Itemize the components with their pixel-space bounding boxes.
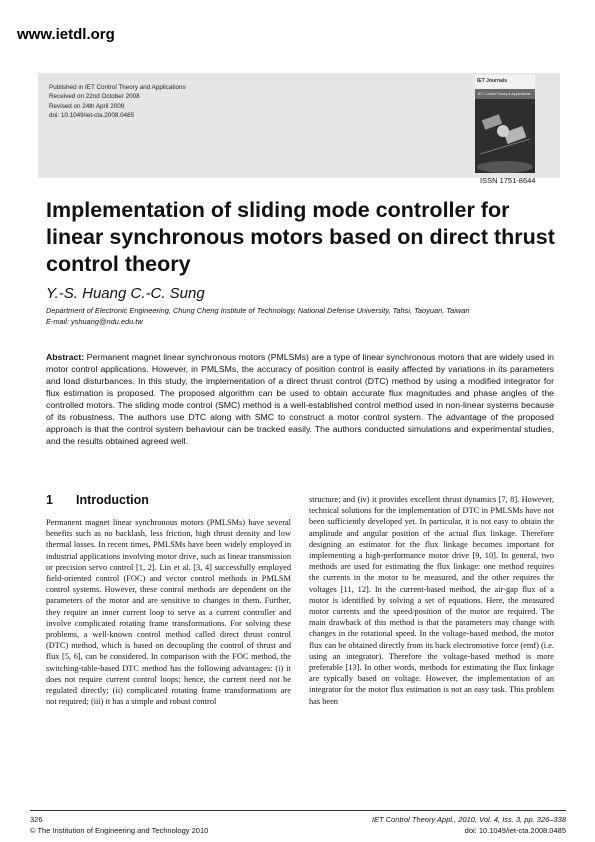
footer-left — [30, 814, 208, 836]
cover-brand: IET Journals — [477, 78, 508, 84]
abstract-label: Abstract: — [46, 352, 85, 362]
section-heading — [46, 493, 149, 507]
abstract — [46, 351, 554, 447]
journal-reference: IET Control Theory Appl., 2010, Vol. 4, Iss. 3, pp. 326–338 — [371, 815, 566, 824]
publication-doi: doi: 10.1049/iet-cta.2008.0485 — [49, 111, 135, 119]
footer-right — [372, 814, 566, 836]
section-number: 1 — [46, 493, 53, 507]
cover-band: IET Control Theory & Applications — [475, 89, 535, 99]
satellite-illustration — [475, 99, 535, 173]
affiliation: Department of Electronic Engineering, Chung Cheng Institute of Technology, National Defense University, Tahsi, Taoyuan, Taiwan — [46, 306, 470, 315]
site-url[interactable]: www.ietdl.org — [17, 26, 115, 43]
body-text-right-column: structure; and (iv) it provides excellent thrust dynamics [7, 8]. However, technical solutions for the implementation of DTC in PMLSMs have not been sufficiently developed yet. In particular, it is not easy to obtain the amplitude and angular position of the actual flux linkage. Therefore designing an estimator for the flux linkage becomes important for implementing a high-performance motor drive [9, 10]. In general, two methods are used for estimating the flux linkage: one method requires the currents in the motor to be measured, and the other requires the voltages [11, 12]. In the current-based method, the air-gap flux of a motor is identified by solving a set of equations. Here, the measured motor currents and the speed/position of the motor are required. The main drawback of this method is that the parameters may change with changes in the rotational speed. In the voltage-based method, the motor flux can be obtained directly from its back electromotive force (emf) (i.e. using an integrator). Therefore the voltage-based method is more preferable [13]. In other words, methods for estimating the flux linkage are typically based on voltage. However, the implementation of an integrator for the motor flux estimation is not an easy task. This problem has been — [309, 495, 554, 706]
publication-journal-line: Published in IET Control Theory and Applications — [49, 84, 186, 91]
body-text-left-column: Permanent magnet linear synchronous motors (PMLSMs) have several benefits such as no backlash, less friction, high thrust density and low thermal losses. In recent times, PMLSMs have been widely employed in industrial applications involving motor drive, such as linear transmission or precision servo control [1, 2]. Lin et al. [3, 4] successfully employed field-oriented control (FOC) and vector control methods in PMLSM control systems. However, these control methods are dependent on the parameters of the motor and are sensitive to changes in them. Further, they require an inner current loop to serve as a current controller and involve complicated rotating frame transformations. For solving these problems, a well-known control method called direct thrust control (DTC) method, which is based on decoupling the control of thrust and flux [5, 6], can be considered. In comparison with the FOC method, the switching-table-based DTC method has the following advantages: (i) it does not require current control loops; hence, the current need not be regulated directly; (ii) complicated rotating frame transformations are not required; (iii) it has a simple and robust control — [46, 518, 291, 707]
publication-info — [49, 83, 186, 120]
received-date: Received on 22nd October 2008 — [49, 93, 140, 101]
article-title: Implementation of sliding mode controller for linear synchronous motors based on direct thrust control theory — [46, 198, 555, 276]
section-title: Introduction — [76, 493, 149, 507]
issn: ISSN 1751-8644 — [480, 176, 536, 185]
footer-doi[interactable]: doi: 10.1049/iet-cta.2008.0485 — [464, 826, 566, 835]
copyright: © The Institution of Engineering and Technology 2010 — [30, 826, 209, 835]
footer-divider — [30, 810, 566, 811]
affiliation-block — [46, 306, 556, 327]
authors: Y.-S. Huang C.-C. Sung — [46, 285, 205, 302]
author-email[interactable]: E-mail: yshuang@ndu.edu.tw — [46, 316, 143, 326]
journal-cover-image — [475, 75, 535, 173]
page-number: 326 — [30, 815, 43, 824]
abstract-text: Permanent magnet linear synchronous motors (PMLSMs) are a type of linear synchronous motors that are widely used in motor control applications. However, in PMLSMs, the accuracy of position control is easily affected by variations in its parameters and load disturbances. In this study, the implementation of a direct thrust control (DTC) method by using a modified integrator for flux estimation is proposed. The proposed algorithm can be used to obtain accurate flux magnitudes and phase angles of the controlled motors. The sliding mode control (SMC) method is a well-established control method used in non-linear systems because of its robustness. The authors use DTC along with SMC to construct a motor control system. The advantage of the proposed approach is that the control system behaviour can be tracked easily. The authors conducted simulations and experimental studies, and the results obtained agreed well. — [46, 352, 554, 446]
revised-date: Revised on 24th April 2009 — [49, 102, 125, 110]
